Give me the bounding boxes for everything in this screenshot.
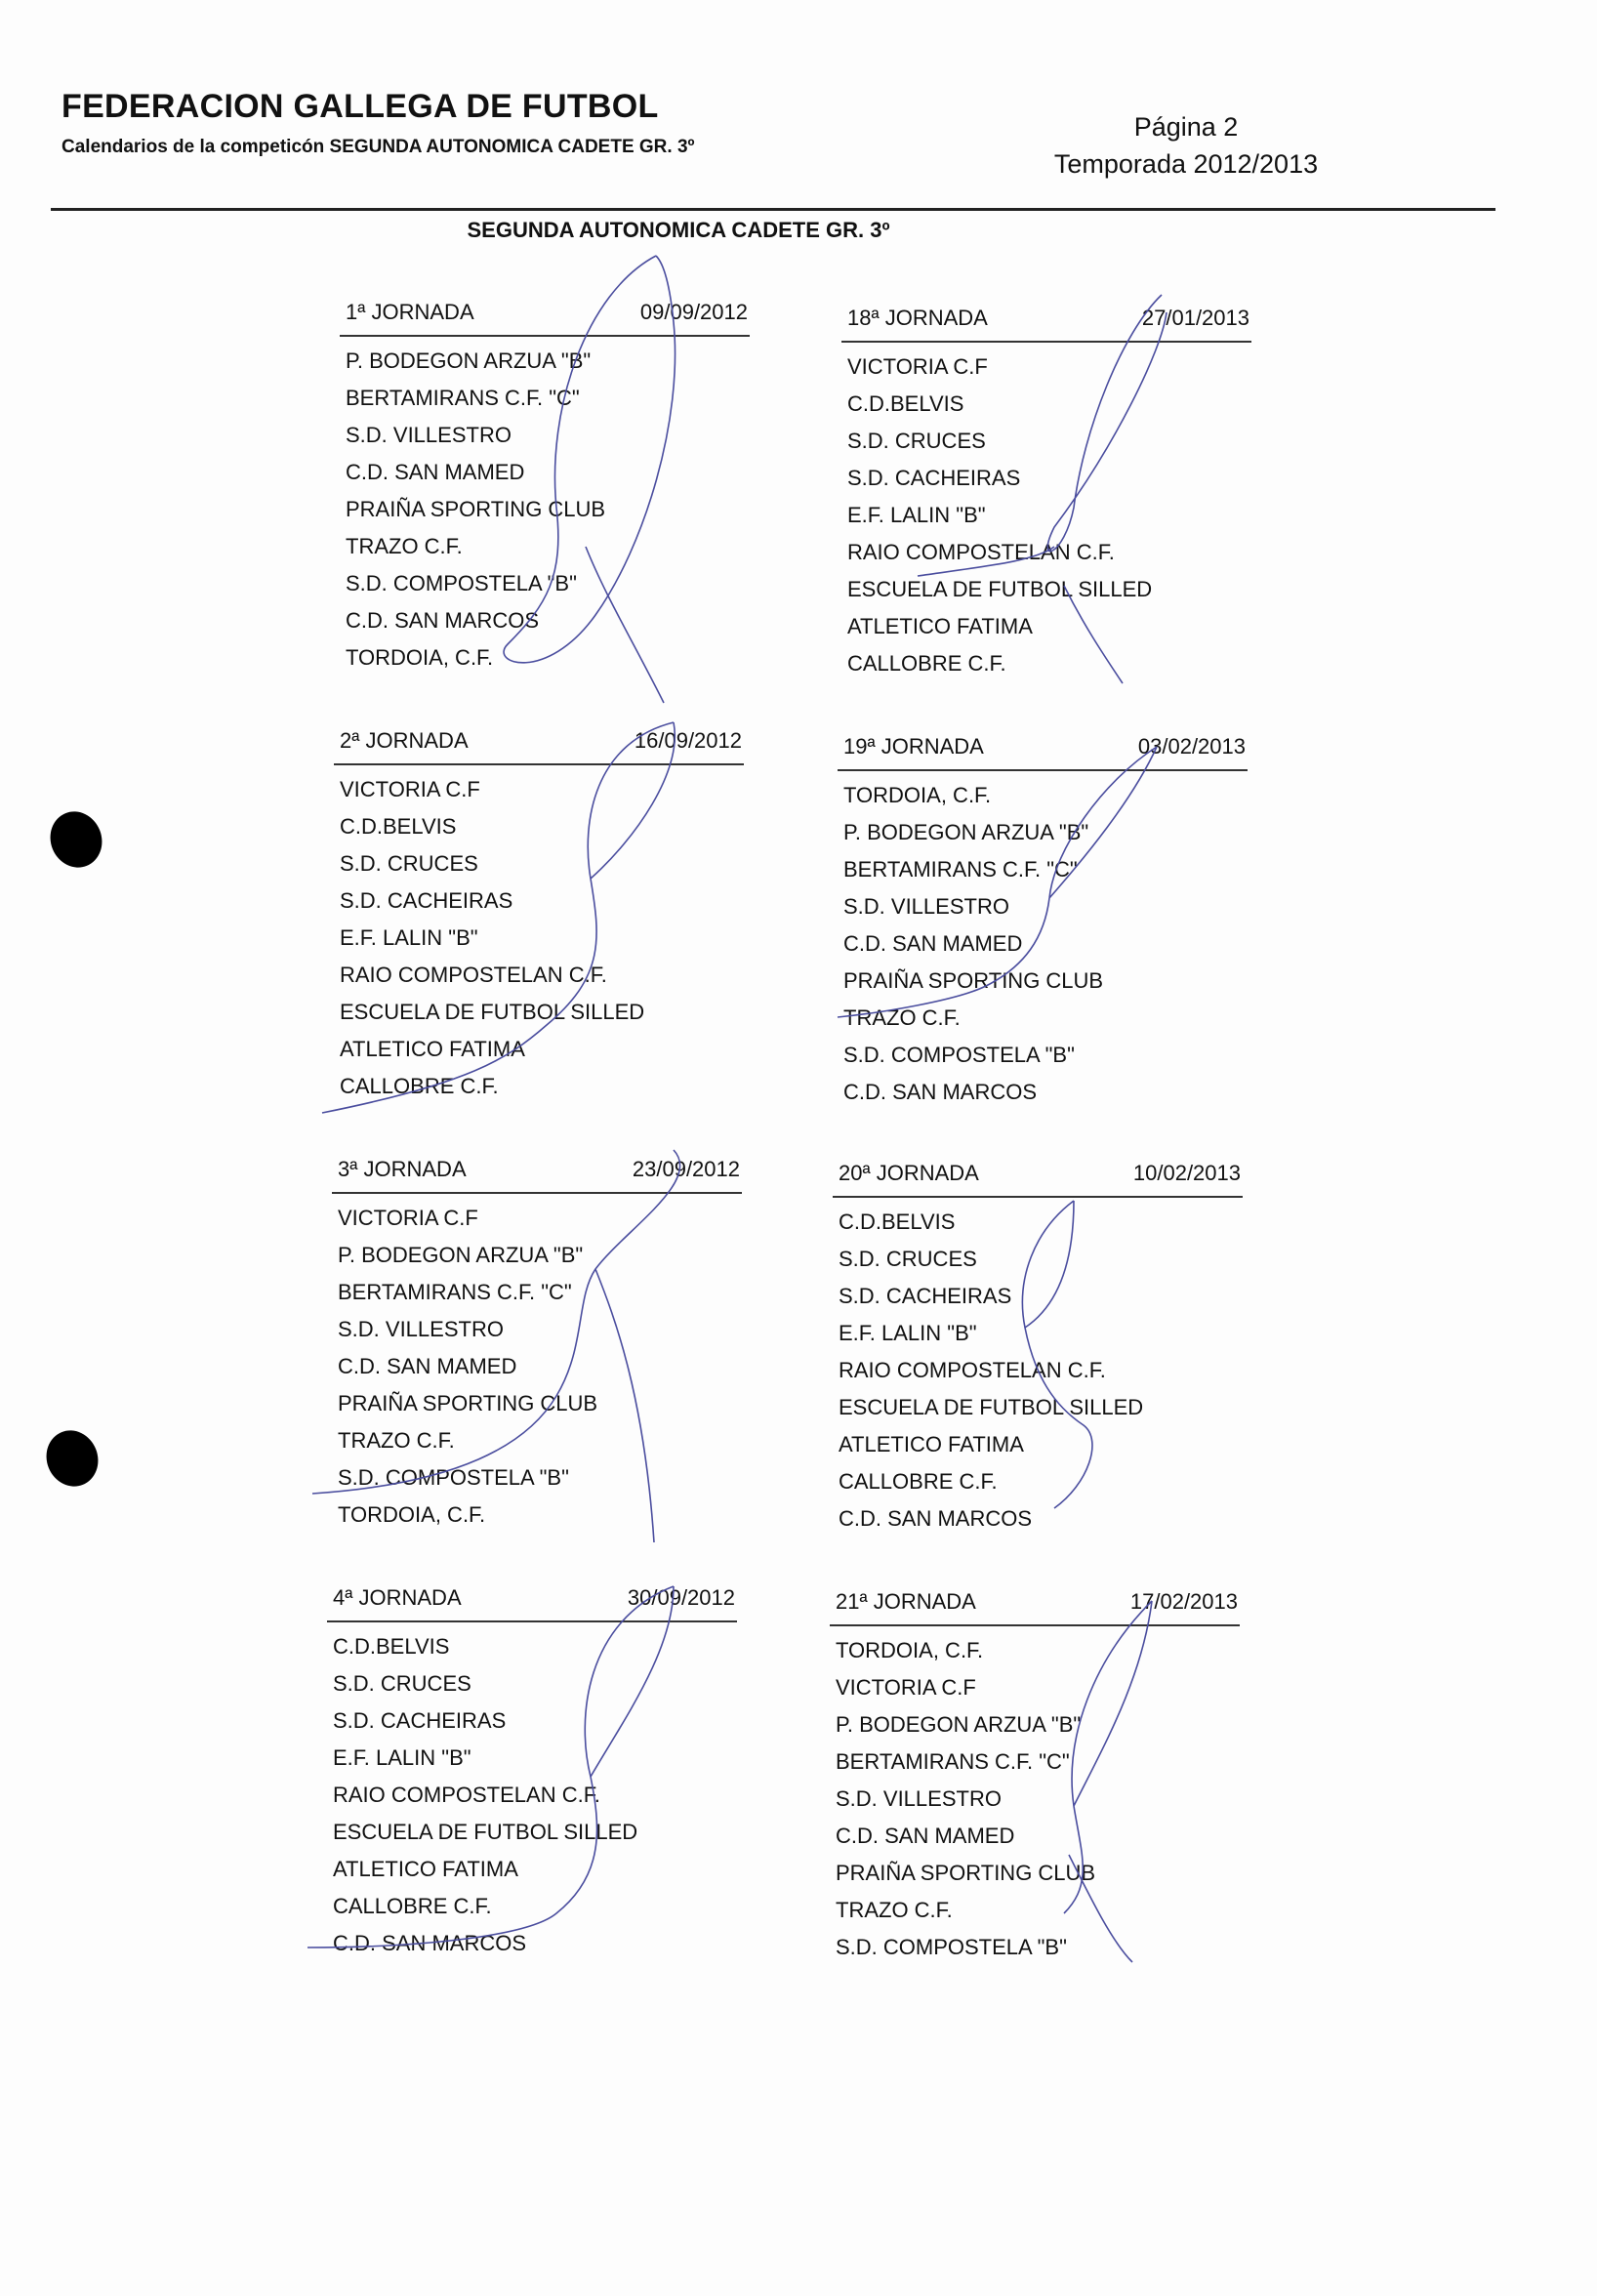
team-name: ATLETICO FATIMA: [839, 1432, 1024, 1456]
team-list: [332, 1200, 742, 1534]
team-name: S.D. CRUCES: [847, 429, 986, 453]
team-list: [830, 1632, 1240, 1966]
jornada-block: [838, 732, 1248, 1111]
jornada-block: [833, 1159, 1243, 1538]
jornada-header: [334, 726, 744, 765]
team-name: C.D. SAN MARCOS: [839, 1506, 1033, 1531]
team-name: S.D. COMPOSTELA "B": [843, 1043, 1075, 1067]
jornada-block: [830, 1587, 1240, 1966]
team-list: [838, 777, 1248, 1111]
jornada-date: 16/09/2012: [634, 728, 742, 753]
jornada-block: [327, 1583, 737, 1962]
team-name: P. BODEGON ARZUA "B": [843, 820, 1089, 844]
punch-hole: [38, 1422, 106, 1494]
jornada-header: [332, 1155, 742, 1194]
jornada-name: 21ª JORNADA: [836, 1589, 976, 1614]
team-name: VICTORIA C.F: [338, 1206, 478, 1230]
team-name: E.F. LALIN "B": [333, 1745, 471, 1770]
team-name: C.D.BELVIS: [333, 1634, 450, 1659]
team-name: CALLOBRE C.F.: [333, 1894, 492, 1918]
team-name: E.F. LALIN "B": [340, 925, 478, 950]
team-name: C.D. SAN MAMED: [346, 460, 525, 484]
jornada-header: [327, 1583, 737, 1622]
jornada-header: [830, 1587, 1240, 1626]
team-name: RAIO COMPOSTELAN C.F.: [847, 540, 1115, 564]
page-number: Página 2: [1133, 112, 1239, 142]
team-name: TORDOIA, C.F.: [836, 1638, 984, 1662]
team-name: TORDOIA, C.F.: [843, 783, 992, 807]
team-name: ATLETICO FATIMA: [340, 1037, 525, 1061]
punch-hole: [42, 803, 110, 875]
team-name: TORDOIA, C.F.: [346, 645, 494, 670]
team-name: ESCUELA DE FUTBOL SILLED: [340, 1000, 645, 1024]
team-name: S.D. VILLESTRO: [346, 423, 512, 447]
team-name: PRAIÑA SPORTING CLUB: [338, 1391, 598, 1415]
jornada-name: 19ª JORNADA: [843, 734, 984, 758]
team-list: [340, 343, 750, 676]
team-name: C.D. SAN MAMED: [836, 1824, 1015, 1848]
team-name: RAIO COMPOSTELAN C.F.: [839, 1358, 1106, 1382]
team-name: VICTORIA C.F: [847, 354, 988, 379]
team-name: C.D.BELVIS: [839, 1210, 956, 1234]
jornada-block: [332, 1155, 742, 1534]
jornada-name: 18ª JORNADA: [847, 306, 988, 330]
team-list: [327, 1628, 737, 1962]
team-name: TORDOIA, C.F.: [338, 1502, 486, 1527]
team-name: TRAZO C.F.: [346, 534, 463, 558]
team-name: S.D. CRUCES: [839, 1247, 977, 1271]
team-name: ESCUELA DE FUTBOL SILLED: [847, 577, 1153, 601]
jornada-name: 3ª JORNADA: [338, 1157, 467, 1181]
team-name: RAIO COMPOSTELAN C.F.: [333, 1783, 600, 1807]
team-name: S.D. CRUCES: [340, 851, 478, 876]
team-name: PRAIÑA SPORTING CLUB: [843, 968, 1104, 993]
section-title: SEGUNDA AUTONOMICA CADETE GR. 3º: [467, 218, 890, 242]
team-name: S.D. CACHEIRAS: [333, 1708, 507, 1733]
jornada-block: [340, 298, 750, 676]
jornada-block: [334, 726, 744, 1105]
team-name: BERTAMIRANS C.F. "C": [843, 857, 1078, 882]
team-name: ATLETICO FATIMA: [847, 614, 1033, 638]
team-name: BERTAMIRANS C.F. "C": [338, 1280, 572, 1304]
team-name: C.D. SAN MAMED: [843, 931, 1023, 956]
team-name: C.D.BELVIS: [340, 814, 457, 839]
header-divider: [51, 208, 1495, 211]
jornada-date: 17/02/2013: [1129, 1589, 1238, 1614]
team-name: C.D.BELVIS: [847, 391, 964, 416]
team-name: TRAZO C.F.: [836, 1898, 953, 1922]
team-name: S.D. VILLESTRO: [843, 894, 1009, 919]
jornada-name: 1ª JORNADA: [346, 300, 474, 324]
team-name: E.F. LALIN "B": [839, 1321, 977, 1345]
team-name: TRAZO C.F.: [843, 1005, 961, 1030]
team-name: S.D. CACHEIRAS: [340, 888, 513, 913]
jornada-header: [838, 732, 1248, 771]
team-name: S.D. CRUCES: [333, 1671, 471, 1696]
team-name: S.D. CACHEIRAS: [847, 466, 1021, 490]
team-name: S.D. VILLESTRO: [836, 1786, 1002, 1811]
team-name: E.F. LALIN "B": [847, 503, 986, 527]
team-name: BERTAMIRANS C.F. "C": [346, 386, 580, 410]
jornada-date: 27/01/2013: [1141, 306, 1249, 330]
team-name: BERTAMIRANS C.F. "C": [836, 1749, 1070, 1774]
team-name: CALLOBRE C.F.: [839, 1469, 998, 1494]
team-name: PRAIÑA SPORTING CLUB: [836, 1861, 1096, 1885]
team-name: C.D. SAN MARCOS: [843, 1080, 1038, 1104]
team-name: S.D. COMPOSTELA "B": [346, 571, 577, 595]
jornada-name: 20ª JORNADA: [839, 1161, 979, 1185]
team-list: [833, 1204, 1243, 1538]
team-list: [841, 348, 1251, 682]
team-name: C.D. SAN MAMED: [338, 1354, 517, 1378]
team-name: CALLOBRE C.F.: [340, 1074, 499, 1098]
team-name: ATLETICO FATIMA: [333, 1857, 518, 1881]
team-name: TRAZO C.F.: [338, 1428, 455, 1453]
team-name: ESCUELA DE FUTBOL SILLED: [839, 1395, 1144, 1419]
jornada-date: 10/02/2013: [1132, 1161, 1241, 1185]
team-name: VICTORIA C.F: [340, 777, 480, 801]
season-label: Temporada 2012/2013: [1053, 149, 1319, 179]
team-name: S.D. COMPOSTELA "B": [836, 1935, 1067, 1959]
jornada-date: 30/09/2012: [627, 1585, 735, 1610]
team-name: S.D. VILLESTRO: [338, 1317, 504, 1341]
team-name: VICTORIA C.F: [836, 1675, 976, 1700]
team-name: P. BODEGON ARZUA "B": [836, 1712, 1082, 1737]
jornada-date: 23/09/2012: [632, 1157, 740, 1181]
jornada-name: 2ª JORNADA: [340, 728, 469, 753]
jornada-header: [833, 1159, 1243, 1198]
team-name: C.D. SAN MARCOS: [333, 1931, 527, 1955]
jornada-header: [841, 304, 1251, 343]
team-name: CALLOBRE C.F.: [847, 651, 1006, 676]
team-name: P. BODEGON ARZUA "B": [346, 348, 592, 373]
team-name: ESCUELA DE FUTBOL SILLED: [333, 1820, 638, 1844]
jornada-header: [340, 298, 750, 337]
team-name: S.D. CACHEIRAS: [839, 1284, 1012, 1308]
team-name: C.D. SAN MARCOS: [346, 608, 540, 633]
document-subtitle: Calendarios de la competicón SEGUNDA AUTONOMICA CADETE GR. 3º: [61, 137, 695, 157]
team-list: [334, 771, 744, 1105]
team-name: PRAIÑA SPORTING CLUB: [346, 497, 606, 521]
team-name: RAIO COMPOSTELAN C.F.: [340, 963, 607, 987]
document-title: FEDERACION GALLEGA DE FUTBOL: [61, 88, 659, 125]
jornada-date: 03/02/2013: [1137, 734, 1246, 758]
team-name: S.D. COMPOSTELA "B": [338, 1465, 569, 1490]
team-name: P. BODEGON ARZUA "B": [338, 1243, 584, 1267]
jornada-block: [841, 304, 1251, 682]
jornada-date: 09/09/2012: [639, 300, 748, 324]
jornada-name: 4ª JORNADA: [333, 1585, 462, 1610]
